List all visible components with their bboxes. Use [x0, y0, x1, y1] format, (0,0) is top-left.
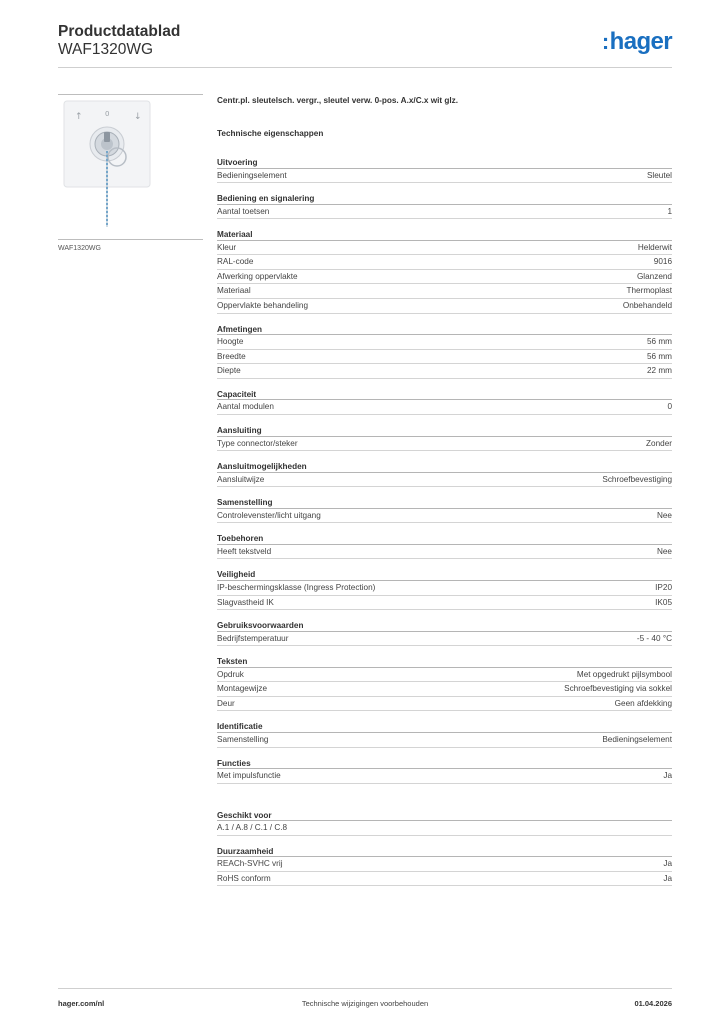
spec-group-title: Uitvoering [217, 157, 672, 169]
footer-date: 01.04.2026 [634, 999, 672, 1008]
spec-label: Met impulsfunctie [217, 771, 281, 781]
spec-value: 56 mm [646, 351, 672, 361]
spec-row [217, 769, 672, 784]
spec-group [217, 497, 672, 523]
spec-label: Oppervlakte behandeling [217, 301, 309, 311]
spec-label: Montagewijze [217, 684, 268, 694]
spec-label: Opdruk [217, 669, 244, 679]
spec-group-title: Aansluitmogelijkheden [217, 461, 672, 473]
spec-group [217, 569, 672, 610]
spec-value: Helderwit [637, 242, 672, 252]
spec-label: Hoogte [217, 337, 244, 347]
spec-row [217, 255, 672, 270]
spec-group-title: Toebehoren [217, 533, 672, 545]
spec-group [217, 656, 672, 711]
spec-label: REACh-SVHC vrij [217, 859, 283, 869]
spec-row [217, 169, 672, 184]
spec-value: Sleutel [646, 170, 672, 180]
spec-label: Bedieningselement [217, 170, 287, 180]
footer-disclaimer: Technische wijzigingen voorbehouden [301, 999, 429, 1008]
spec-group-title: Geschikt voor [217, 810, 672, 822]
zero-mark: 0 [105, 110, 110, 118]
arrow-down-mark: ↓ [134, 112, 142, 122]
spec-row [217, 270, 672, 285]
spec-row [217, 284, 672, 299]
product-description: Centr.pl. sleutelsch. vergr., sleutel verw. 0-pos. A.x/C.x wit glz. [217, 96, 458, 105]
spec-label: RAL-code [217, 257, 254, 267]
spec-group [217, 758, 672, 784]
spec-value: 0 [667, 402, 672, 412]
document-title: Productdatablad [58, 23, 181, 40]
spec-group-title: Veiligheid [217, 569, 672, 581]
spec-row [217, 299, 672, 314]
spec-group [217, 229, 672, 313]
spec-value: Glanzend [636, 271, 672, 281]
product-image [58, 94, 203, 240]
spec-label: Breedte [217, 351, 246, 361]
spec-group-title: Functies [217, 758, 672, 770]
spec-row [217, 473, 672, 488]
spec-group [217, 324, 672, 379]
spec-group-title: Capaciteit [217, 389, 672, 401]
spec-row [217, 668, 672, 683]
spec-group-title: Materiaal [217, 229, 672, 241]
spec-value: Schroefbevestiging via sokkel [564, 684, 672, 694]
spec-group-title: Afmetingen [217, 324, 672, 336]
spec-groups [217, 157, 672, 886]
spec-value: 1 [667, 206, 672, 216]
spec-label: Bedrijfstemperatuur [217, 633, 289, 643]
spec-row [217, 872, 672, 887]
spec-row [217, 632, 672, 647]
spec-value: Ja [663, 859, 672, 869]
spec-label: A.1 / A.8 / C.1 / C.8 [217, 823, 288, 833]
spec-row [217, 682, 672, 697]
spec-value: Nee [656, 546, 672, 556]
image-caption: WAF1320WG [58, 245, 101, 252]
spec-group-title: Samenstelling [217, 497, 672, 509]
spec-label: Slagvastheid IK [217, 597, 274, 607]
spec-row [217, 241, 672, 256]
footer-website: hager.com/nl [58, 999, 105, 1008]
spec-label: Samenstelling [217, 734, 269, 744]
spec-label: Controlevenster/licht uitgang [217, 510, 321, 520]
spec-value: 22 mm [646, 366, 672, 376]
spec-group [217, 810, 672, 836]
spec-row [217, 697, 672, 712]
spec-label: Aansluitwijze [217, 474, 265, 484]
spec-row [217, 733, 672, 748]
spec-label: Heeft tekstveld [217, 546, 272, 556]
spec-value: Nee [656, 510, 672, 520]
spec-group [217, 425, 672, 451]
spec-label: Aantal toetsen [217, 206, 270, 216]
logo-colon: : [601, 29, 609, 54]
spec-value: IP20 [655, 582, 672, 592]
spec-value: 56 mm [646, 337, 672, 347]
spec-group [217, 533, 672, 559]
spec-value: Bedieningselement [602, 734, 672, 744]
spec-label: Diepte [217, 366, 241, 376]
spec-label: Kleur [217, 242, 237, 252]
spec-value: Ja [663, 771, 672, 781]
spec-group-title: Aansluiting [217, 425, 672, 437]
spec-value: Met opgedrukt pijlsymbool [576, 669, 672, 679]
spec-label: RoHS conform [217, 873, 271, 883]
keyswitch-product-icon [62, 99, 199, 237]
spec-row [217, 509, 672, 524]
spec-value: 9016 [653, 257, 672, 267]
spec-label: Type connector/steker [217, 438, 298, 448]
spec-row [217, 350, 672, 365]
spec-row [217, 335, 672, 350]
spec-group [217, 461, 672, 487]
product-image-column [58, 94, 203, 252]
spec-value: Ja [663, 873, 672, 883]
arrow-up-mark: ↑ [75, 112, 83, 122]
spec-row [217, 400, 672, 415]
spec-value: Thermoplast [626, 286, 672, 296]
document-subtitle: WAF1320WG [58, 41, 154, 58]
spec-row [217, 545, 672, 560]
spec-label: Deur [217, 698, 235, 708]
section-title: Technische eigenschappen [217, 129, 324, 138]
spec-value: -5 - 40 °C [636, 633, 672, 643]
page-header [58, 20, 672, 68]
spec-group [217, 620, 672, 646]
spec-value: Zonder [646, 438, 672, 448]
page-footer [58, 988, 672, 1012]
spec-value: IK05 [655, 597, 672, 607]
spec-group [217, 157, 672, 183]
spec-row [217, 437, 672, 452]
spec-group [217, 389, 672, 415]
spec-group-title: Bediening en signalering [217, 193, 672, 205]
spec-group [217, 721, 672, 747]
spec-group [217, 846, 672, 887]
spec-group-title: Teksten [217, 656, 672, 668]
spec-label: Aantal modulen [217, 402, 274, 412]
specifications-column [217, 96, 672, 886]
spec-label: Afwerking oppervlakte [217, 271, 298, 281]
spec-value: Geen afdekking [614, 698, 672, 708]
spec-label: Materiaal [217, 286, 251, 296]
spec-row [217, 364, 672, 379]
spec-value: Onbehandeld [622, 301, 672, 311]
spec-group-title: Gebruiksvoorwaarden [217, 620, 672, 632]
spec-label: IP-beschermingsklasse (Ingress Protection) [217, 582, 376, 592]
spec-value: Schroefbevestiging [602, 474, 672, 484]
spec-group-title: Identificatie [217, 721, 672, 733]
logo-text: hager [609, 28, 672, 55]
spec-row [217, 821, 672, 836]
spec-group-title: Duurzaamheid [217, 846, 672, 858]
spec-group [217, 193, 672, 219]
spec-row [217, 596, 672, 611]
spec-row [217, 581, 672, 596]
spec-row [217, 205, 672, 220]
spec-row [217, 857, 672, 872]
hager-logo [602, 28, 672, 56]
